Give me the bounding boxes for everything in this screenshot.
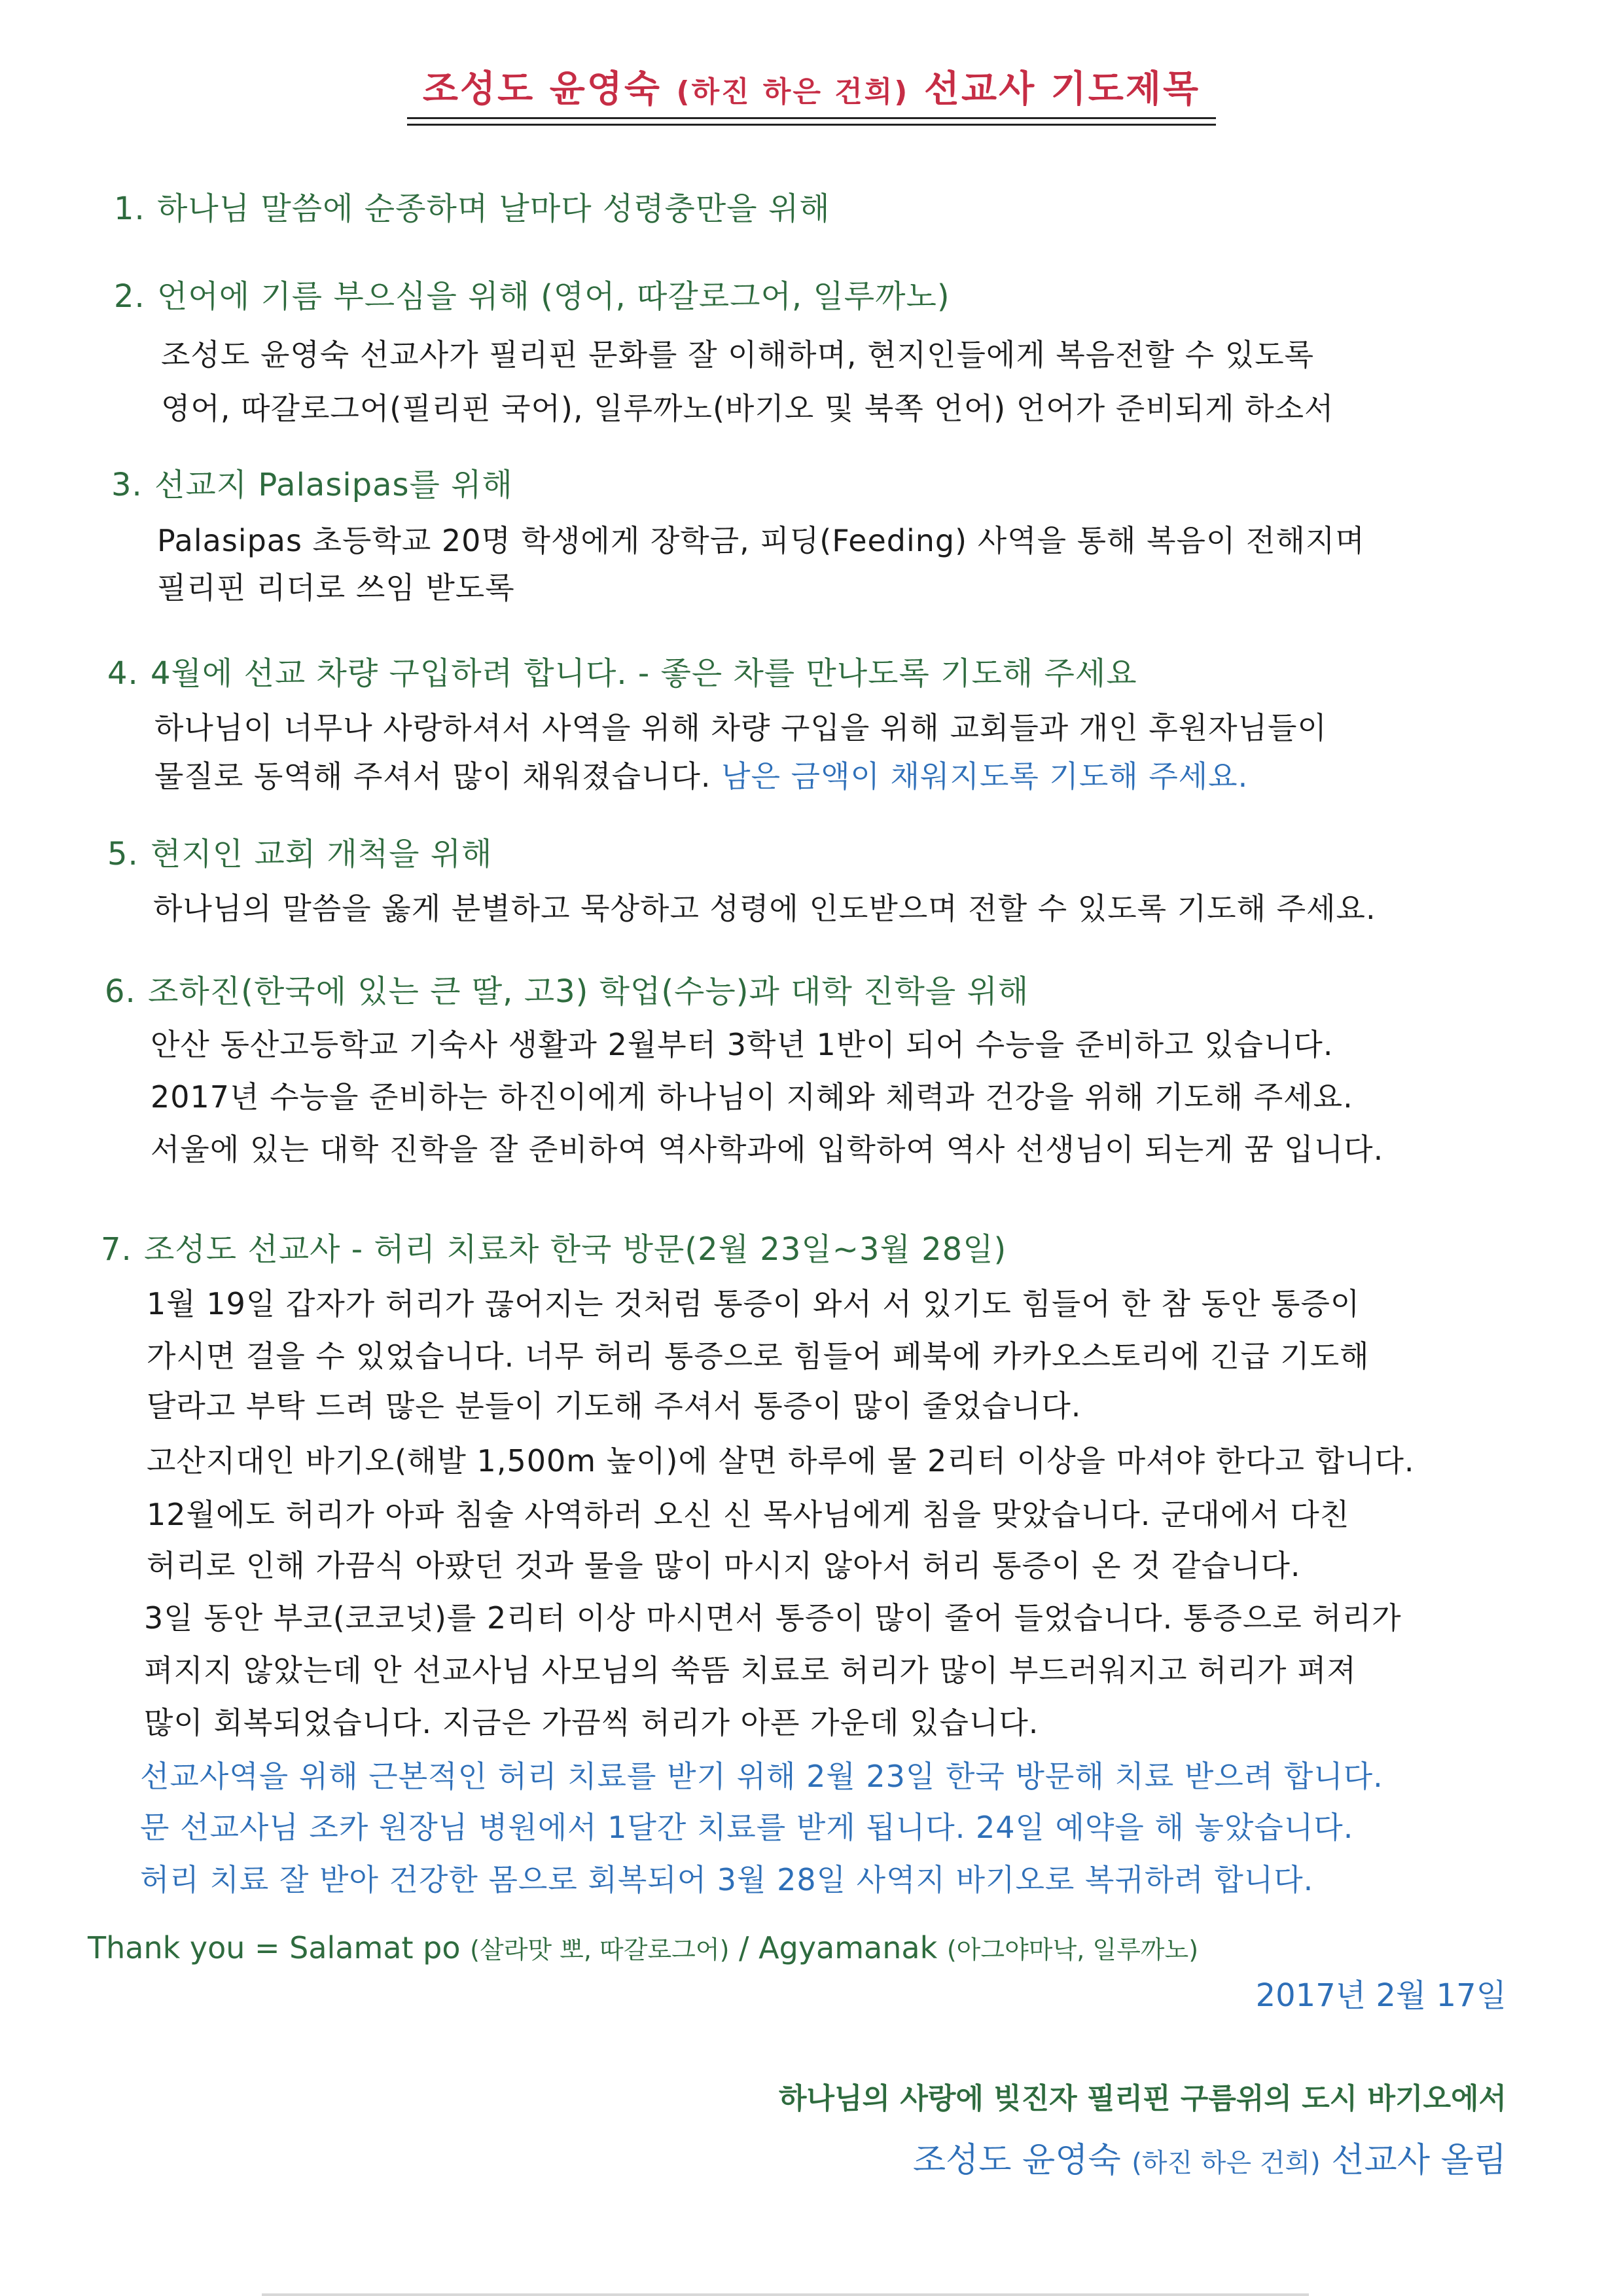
- item-7-line-2: 가시면 걸을 수 있었습니다. 너무 허리 통증으로 힘들어 페북에 카카오스토리에 긴급 기도해: [147, 1338, 1370, 1374]
- item-4-line-2-highlight: 남은 금액이 채워지도록 기도해 주세요.: [721, 759, 1249, 794]
- prayer-item-5-heading: [107, 829, 492, 874]
- item-heading-text: 4월에 선교 차량 구입하려 합니다. - 좋은 차를 만나도록 기도해 주세요: [151, 655, 1137, 692]
- item-7-blue-line-1: 선교사역을 위해 근본적인 허리 치료를 받기 위해 2월 23일 한국 방문해 치료 받으려 합니다.: [140, 1759, 1383, 1794]
- item-7-line-5: 12월에도 허리가 아파 침술 사역하러 오신 신 목사님에게 침을 맞았습니다. 군대에서 다친: [147, 1497, 1350, 1532]
- thank-you-ilocano-note: (아그야마낙, 일루까노): [946, 1935, 1199, 1964]
- item-7-line-6: 허리로 인해 가끔식 아팠던 것과 물을 많이 마시지 않아서 허리 통증이 온 것 같습니다.: [147, 1548, 1301, 1583]
- thank-you-separator: / Agyamanak: [739, 1930, 938, 1965]
- signer-family: (하진 하은 건희): [1132, 2148, 1321, 2178]
- item-3-line-2: 필리핀 리더로 쓰임 받도록: [157, 570, 515, 605]
- item-6-line-3: 서울에 있는 대학 진학을 잘 준비하여 역사학과에 입학하여 역사 선생님이 되는게 꿈 입니다.: [151, 1132, 1384, 1167]
- title-family: (하진 하은 건희): [676, 75, 910, 109]
- item-5-line-1: 하나님의 말씀을 옳게 분별하고 묵상하고 성령에 인도받으며 전할 수 있도록 기도해 주세요.: [153, 891, 1376, 926]
- prayer-item-4-heading: [107, 648, 1137, 693]
- prayer-item-7-heading: [101, 1224, 1007, 1269]
- item-number: 1.: [114, 190, 145, 227]
- prayer-item-2-heading: [114, 271, 950, 316]
- thank-you-lead: Thank you = Salamat po: [88, 1930, 461, 1965]
- item-heading-text: 현지인 교회 개척을 위해: [151, 836, 493, 872]
- signer-names: 조성도 윤영숙: [912, 2141, 1121, 2180]
- title-block: [0, 60, 1623, 122]
- prayer-item-3-heading: [111, 459, 513, 505]
- item-7-line-4: 고산지대인 바기오(해발 1,500m 높이)에 살면 하루에 물 2리터 이상을 마셔야 한다고 합니다.: [147, 1443, 1415, 1479]
- item-3-line-1: Palasipas 초등학교 20명 학생에게 장학금, 피딩(Feeding) 사역을 통해 복음이 전해지며: [157, 523, 1365, 558]
- thank-you-line: [88, 1929, 1198, 1965]
- title-underline-second: [407, 124, 1216, 126]
- item-2-line-1: 조성도 윤영숙 선교사가 필리핀 문화를 잘 이해하며, 현지인들에게 복음전할 수 있도록: [161, 337, 1315, 372]
- item-7-line-1: 1월 19일 갑자가 허리가 끊어지는 것처럼 통증이 와서 서 있기도 힘들어 한 참 동안 통증이: [147, 1286, 1361, 1321]
- title-underline: [407, 117, 1216, 119]
- signer-closing: 선교사 올림: [1331, 2141, 1507, 2180]
- signature-names: [913, 2132, 1507, 2181]
- item-heading-text: 선교지 Palasipas를 위해: [154, 467, 513, 503]
- item-4-line-2: [154, 753, 1248, 796]
- item-4-line-1: 하나님이 너무나 사랑하셔서 사역을 위해 차량 구입을 위해 교회들과 개인 후원자님들이: [154, 710, 1327, 745]
- item-7-line-3: 달라고 부탁 드려 많은 분들이 기도해 주셔서 통증이 많이 줄었습니다.: [147, 1388, 1082, 1424]
- item-4-line-2-plain: 물질로 동역해 주셔서 많이 채워졌습니다.: [154, 759, 711, 794]
- item-heading-text: 하나님 말씀에 순종하며 날마다 성령충만을 위해: [157, 190, 830, 227]
- title-names: 조성도 윤영숙: [422, 68, 662, 111]
- item-number: 3.: [111, 467, 143, 503]
- item-7-blue-line-2: 문 선교사님 조카 원장님 병원에서 1달간 치료를 받게 됩니다. 24일 예약을 해 놓았습니다.: [140, 1810, 1354, 1845]
- signature-motto: 하나님의 사랑에 빚진자 필리핀 구름위의 도시 바기오에서: [778, 2082, 1507, 2115]
- item-6-line-2: 2017년 수능을 준비하는 하진이에게 하나님이 지혜와 체력과 건강을 위해 기도해 주세요.: [151, 1079, 1353, 1115]
- item-7-line-9: 많이 회복되었습니다. 지금은 가끔씩 허리가 아픈 가운데 있습니다.: [144, 1705, 1039, 1740]
- title-suffix: 선교사 기도제목: [923, 68, 1201, 111]
- item-7-line-7: 3일 동안 부코(코코넛)를 2리터 이상 마시면서 통증이 많이 줄어 들었습니다. 통증으로 허리가: [144, 1600, 1402, 1636]
- prayer-item-1-heading: [114, 183, 830, 228]
- item-7-blue-line-3: 허리 치료 잘 받아 건강한 몸으로 회복되어 3월 28일 사역지 바기오로 복귀하려 합니다.: [140, 1862, 1314, 1897]
- item-heading-text: 조하진(한국에 있는 큰 딸, 고3) 학업(수능)과 대학 진학을 위해: [148, 973, 1029, 1010]
- scan-edge-divider: [262, 2293, 1309, 2296]
- item-7-line-8: 펴지지 않았는데 안 선교사님 사모님의 쑥뜸 치료로 허리가 많이 부드러워지고 허리가 펴져: [144, 1653, 1357, 1688]
- item-number: 2.: [114, 278, 145, 315]
- item-heading-text: 조성도 선교사 - 허리 치료차 한국 방문(2월 23일~3월 28일): [144, 1231, 1007, 1268]
- item-number: 7.: [101, 1231, 132, 1268]
- item-2-line-2: 영어, 따갈로그어(필리핀 국어), 일루까노(바기오 및 북쪽 언어) 언어가 준비되게 하소서: [161, 391, 1334, 426]
- item-number: 4.: [107, 655, 139, 692]
- prayer-item-6-heading: [105, 966, 1029, 1011]
- thank-you-tagalog-note: (살라맛 뽀, 따갈로그어): [470, 1935, 730, 1964]
- item-6-line-1: 안산 동산고등학교 기숙사 생활과 2월부터 3학년 1반이 되어 수능을 준비하고 있습니다.: [151, 1027, 1334, 1062]
- letter-date: 2017년 2월 17일: [1255, 1977, 1507, 2014]
- item-number: 5.: [107, 836, 139, 872]
- item-number: 6.: [105, 973, 136, 1010]
- page-title: [407, 60, 1216, 122]
- item-heading-text: 언어에 기름 부으심을 위해 (영어, 따갈로그어, 일루까노): [157, 278, 950, 315]
